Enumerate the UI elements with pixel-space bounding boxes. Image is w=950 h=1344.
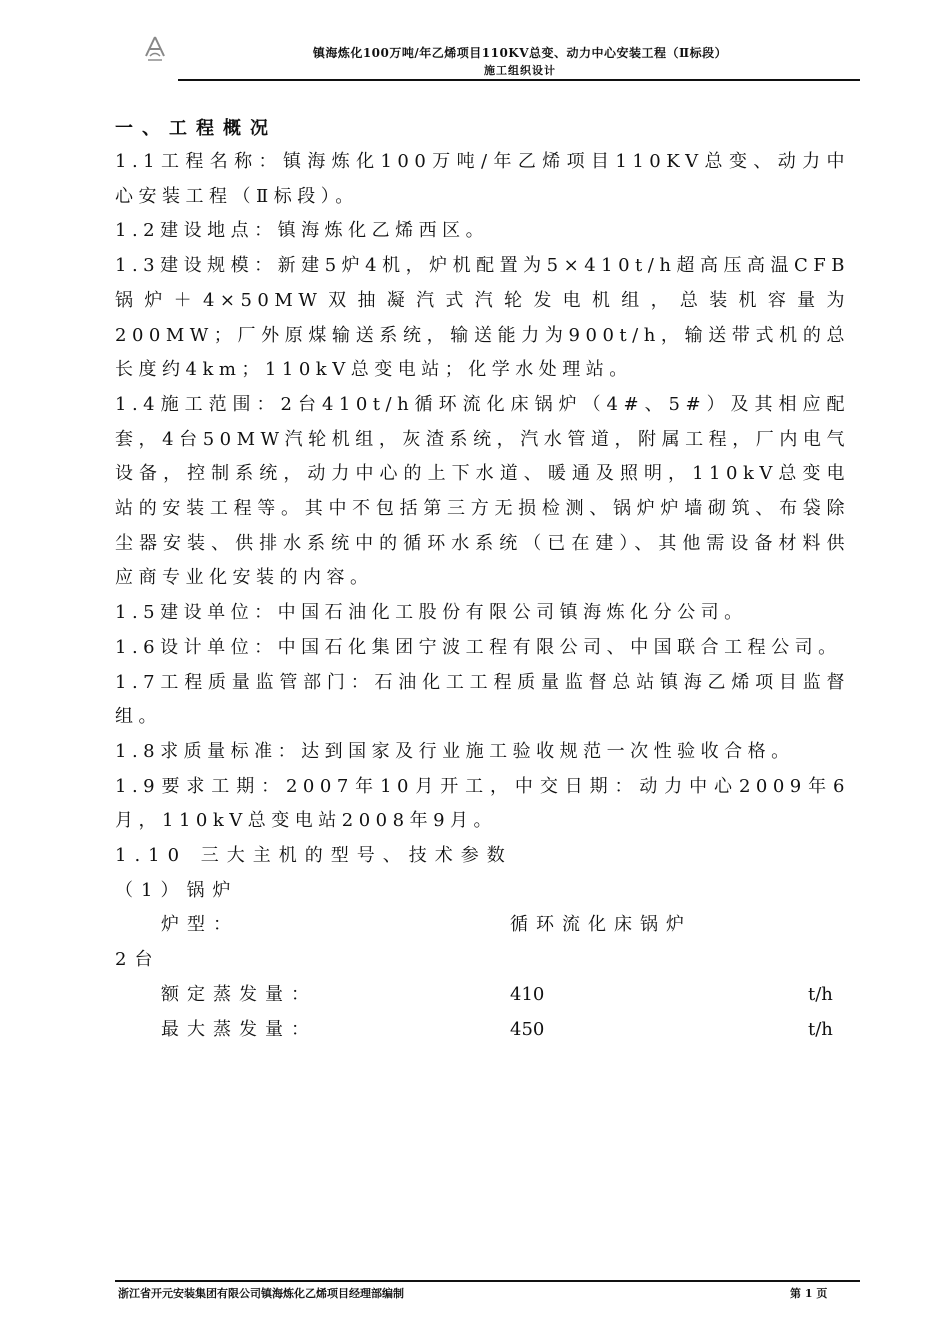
header-subtitle: 施工组织设计 bbox=[484, 64, 556, 77]
paragraph-quality: 1.8求质量标准：达到国家及行业施工验收规范一次性验收合格。 bbox=[115, 740, 795, 762]
boiler-type-row bbox=[115, 908, 850, 943]
section-title: 一、工程概况 bbox=[115, 118, 277, 139]
boiler-heading: （1）锅炉 bbox=[115, 879, 239, 901]
paragraph-scope: 1.4施工范围：2台410t/h循环流化床锅炉（4#、5#）及其相应配套，4台50MW汽轮机组，灰渣系统，汽水管道，附属工程，厂内电气设备，控制系统，动力中心的上下水道、暖通及照明，110kV总变电站的安装工程等。其中不包括第三方无损检测、锅炉炉墙砌筑、布袋除尘器安装、供排水系统中的循环水系统（已在建）、其他需设备材料供应商专业化安装的内容。 bbox=[115, 393, 850, 589]
paragraph-designer: 1.6设计单位：中国石化集团宁波工程有限公司、中国联合工程公司。 bbox=[115, 636, 842, 658]
param-value: 410 bbox=[510, 983, 545, 1005]
header-divider bbox=[178, 79, 860, 81]
param-row bbox=[115, 978, 850, 1013]
param-unit: t/h bbox=[808, 1018, 833, 1040]
document-body bbox=[115, 113, 850, 1047]
param-value: 450 bbox=[510, 1018, 545, 1040]
header-title: 镇海炼化100万吨/年乙烯项目110KV总变、动力中心安装工程（Ⅱ标段） bbox=[312, 46, 728, 60]
paragraph-location: 1.2建设地点：镇海炼化乙烯西区。 bbox=[115, 220, 490, 242]
boiler-count: 2台 bbox=[115, 949, 161, 971]
footer-compiler: 浙江省开元安装集团有限公司镇海炼化乙烯项目经理部编制 bbox=[118, 1287, 404, 1300]
subsection-title: 1.10 三大主机的型号、技术参数 bbox=[115, 845, 513, 867]
company-logo-icon bbox=[140, 34, 170, 64]
param-unit: t/h bbox=[808, 983, 833, 1005]
footer-divider bbox=[115, 1280, 860, 1282]
paragraph-owner: 1.5建设单位：中国石油化工股份有限公司镇海炼化分公司。 bbox=[115, 602, 748, 624]
param-label: 额定蒸发量： bbox=[161, 983, 317, 1005]
paragraph-supervision: 1.7工程质量监管部门：石油化工工程质量监督总站镇海乙烯项目监督组。 bbox=[115, 671, 850, 728]
param-row bbox=[115, 1013, 850, 1048]
paragraph-schedule: 1.9要求工期：2007年10月开工，中交日期：动力中心2009年6月，110kV总变电站2008年9月。 bbox=[115, 775, 850, 832]
boiler-type-label: 炉型： bbox=[161, 914, 239, 936]
page-number: 第 1 页 bbox=[790, 1287, 828, 1300]
paragraph-project-name: 1.1工程名称：镇海炼化100万吨/年乙烯项目110KV总变、动力中心安装工程（Ⅱ标段）。 bbox=[115, 151, 850, 207]
boiler-type-value: 循环流化床锅炉 bbox=[510, 914, 692, 936]
paragraph-scale: 1.3建设规模：新建5炉4机，炉机配置为5×410t/h超高压高温CFB锅炉＋4×50MW双抽凝汽式汽轮发电机组，总装机容量为200MW；厂外原煤输送系统，输送能力为900t/h，输送带式机的总长度约4km；110kV总变电站；化学水处理站。 bbox=[115, 255, 850, 381]
param-label: 最大蒸发量： bbox=[161, 1018, 317, 1040]
